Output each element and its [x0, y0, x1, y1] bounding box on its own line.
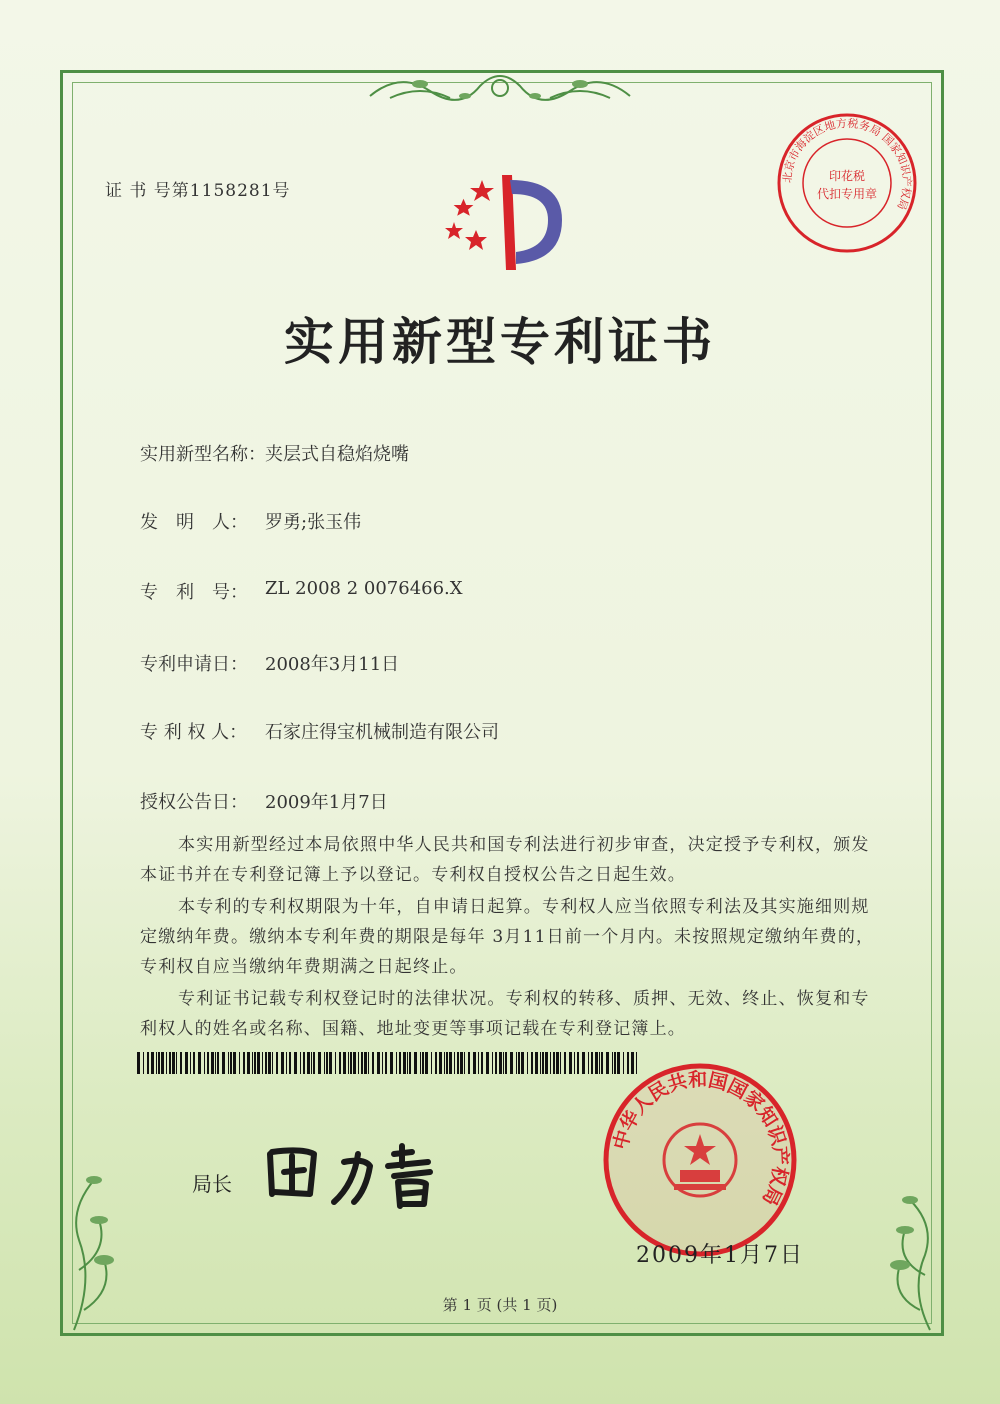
field-label-grant-date: 授权公告日： — [140, 792, 248, 813]
field-label-inventor: 发 明 人： — [140, 512, 248, 533]
field-label-utility-model-name: 实用新型名称： — [140, 444, 266, 465]
field-value-utility-model-name: 夹层式自稳焰烧嘴 — [265, 444, 409, 465]
svg-text:北京市海淀区地方税务局 国家知识产权局: 北京市海淀区地方税务局 国家知识产权局 — [780, 116, 914, 212]
page-footer: 第 1 页 (共 1 页) — [442, 1296, 558, 1314]
field-value-application-date: 2008年3月11日 — [265, 654, 400, 675]
certificate-number: 证 书 号第1158281号 — [105, 181, 291, 201]
barcode — [137, 1052, 639, 1074]
sipo-logo — [432, 160, 582, 280]
field-value-grant-date: 2009年1月7日 — [265, 792, 388, 813]
field-value-inventor: 罗勇;张玉伟 — [265, 512, 362, 533]
director-signature — [262, 1132, 462, 1212]
director-label: 局长 — [192, 1172, 232, 1196]
certificate-title: 实用新型专利证书 — [284, 313, 716, 371]
paragraph-grant-statement: 本实用新型经过本局依照中华人民共和国专利法进行初步审查，决定授予专利权，颁发本证书并在专利登记簿上予以登记。专利权自授权公告之日起生效。 — [140, 835, 870, 885]
issue-date: 2009年1月7日 — [636, 1243, 804, 1268]
field-label-patentee: 专 利 权 人： — [140, 722, 248, 743]
svg-text:印花税: 印花税 — [828, 169, 866, 183]
field-label-patent-number: 专 利 号： — [140, 582, 248, 603]
paragraph-legal-status: 专利证书记载专利权登记时的法律状况。专利权的转移、质押、无效、终止、恢复和专利权人的姓名或名称、国籍、地址变更等事项记载在专利登记簿上。 — [140, 989, 870, 1039]
sipo-official-seal — [600, 1060, 800, 1260]
svg-text:中华人民共和国国家知识产权局: 中华人民共和国国家知识产权局 — [609, 1068, 792, 1209]
bottom-right-ornament — [850, 1180, 940, 1340]
field-label-application-date: 专利申请日： — [140, 654, 248, 675]
tax-bureau-seal — [772, 108, 922, 258]
top-ornament — [360, 66, 640, 116]
svg-text:代扣专用章: 代扣专用章 — [816, 187, 878, 201]
paragraph-term-statement: 本专利的专利权期限为十年，自申请日起算。专利权人应当依照专利法及其实施细则规定缴纳年费。缴纳本专利年费的期限是每年 3月11日前一个月内。未按照规定缴纳年费的，专利权自应当缴纳年费期满之日起终止。 — [140, 897, 875, 977]
field-value-patentee: 石家庄得宝机械制造有限公司 — [265, 722, 499, 743]
field-value-patent-number: ZL 2008 2 0076466.X — [265, 578, 463, 599]
